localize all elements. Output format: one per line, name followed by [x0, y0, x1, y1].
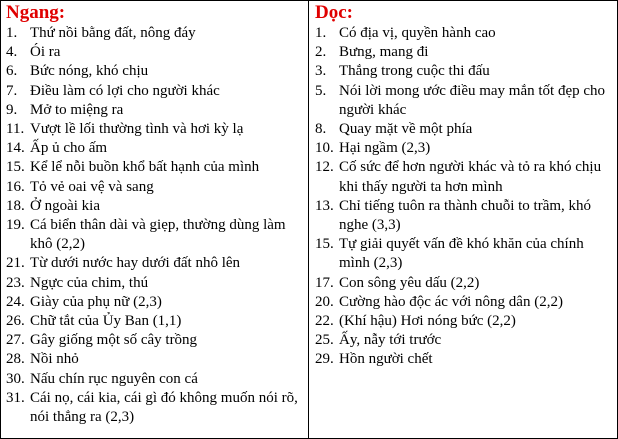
clue-number: 6. — [6, 63, 18, 80]
clue-number: 25. — [315, 332, 334, 349]
clue-number: 9. — [6, 101, 18, 118]
clue-item — [6, 350, 308, 369]
clue-item — [6, 120, 308, 139]
clue-number: 7. — [6, 82, 18, 99]
clue-text: Nấu chín rục nguyên con cá — [30, 370, 198, 387]
clue-item — [315, 274, 617, 293]
clue-text: Quay mặt về một phía — [339, 121, 473, 138]
clue-item — [315, 293, 617, 312]
clue-text: Từ dưới nước hay dưới đất nhô lên — [30, 255, 241, 272]
clue-item — [6, 216, 308, 254]
clue-number: 20. — [315, 293, 334, 310]
clue-text: (Khí hậu) Hơi nóng bức (2,2) — [339, 313, 516, 330]
clue-item — [315, 82, 617, 120]
clue-number: 30. — [6, 370, 25, 387]
clue-text: Nói lời mong ước điều may mắn tốt đẹp cho người khác — [339, 82, 606, 118]
clue-number: 1. — [315, 25, 327, 41]
clue-number: 31. — [6, 389, 25, 406]
clue-item — [6, 370, 308, 389]
clue-item — [315, 62, 617, 81]
clue-text: Ngực của chim, thú — [30, 274, 149, 291]
clue-item — [6, 274, 308, 293]
clue-text: Cố sức để hơn người khác và tỏ ra khó chịu khi thấy người ta hơn mình — [339, 159, 602, 195]
clue-item — [6, 389, 308, 427]
clue-item — [315, 24, 617, 43]
clue-number: 28. — [6, 351, 25, 368]
clue-item — [6, 101, 308, 120]
clue-item — [6, 331, 308, 350]
clue-text: Hồn người chết — [339, 351, 433, 368]
clue-text: Điều làm có lợi cho người khác — [30, 82, 220, 99]
clue-item — [6, 62, 308, 81]
clue-item — [315, 312, 617, 331]
clue-item — [315, 235, 617, 273]
clue-number: 5. — [315, 82, 327, 99]
clue-number: 27. — [6, 332, 25, 349]
clue-number: 24. — [6, 293, 25, 310]
clue-text: Chỉ tiếng tuôn ra thành chuỗi to trầm, khó nghe (3,3) — [339, 197, 592, 234]
clue-text: Ấy, nẫy tới trước — [339, 332, 442, 349]
clue-item — [6, 139, 308, 158]
clue-item — [6, 158, 308, 177]
clue-item — [315, 197, 617, 235]
clue-item — [6, 197, 308, 216]
clue-text: Giày của phụ nữ (2,3) — [30, 293, 162, 310]
clue-number: 23. — [6, 274, 25, 291]
clue-number: 2. — [315, 44, 327, 61]
clue-number: 15. — [6, 159, 25, 176]
clue-item — [6, 24, 308, 43]
clue-number: 18. — [6, 197, 25, 214]
clue-text: Chữ tắt của Ủy Ban (1,1) — [30, 313, 182, 330]
clue-text: Cá biển thân dài và giẹp, thường dùng làm khô (2,2) — [30, 217, 286, 253]
clue-number: 12. — [315, 159, 334, 176]
clue-text: Gây giống một số cây trồng — [30, 332, 198, 349]
clue-number: 22. — [315, 313, 334, 330]
clue-number: 13. — [315, 197, 334, 214]
down-heading: Dọc: — [315, 2, 353, 23]
clue-item — [315, 350, 617, 369]
clue-item — [6, 43, 308, 62]
clue-item — [315, 158, 617, 196]
across-clues-column — [1, 1, 309, 438]
clue-text: Bưng, mang đi — [339, 44, 429, 61]
clue-text: Nồi nhỏ — [30, 351, 79, 368]
down-clues-column — [310, 1, 617, 438]
across-clue-list — [6, 24, 308, 427]
clue-number: 26. — [6, 313, 25, 330]
clue-item — [315, 43, 617, 62]
clue-text: Ói ra — [30, 44, 61, 61]
clue-number: 3. — [315, 63, 327, 80]
clue-number: 21. — [6, 255, 25, 272]
clue-text: Kể lể nỗi buồn khổ bất hạnh của mình — [30, 159, 260, 176]
clue-number: 29. — [315, 351, 334, 368]
clue-number: 17. — [315, 274, 334, 291]
clue-item — [315, 120, 617, 139]
clue-item — [6, 293, 308, 312]
clue-text: Thắng trong cuộc thi đấu — [339, 63, 490, 80]
clue-text: Ở ngoài kia — [30, 197, 100, 214]
across-heading: Ngang: — [6, 2, 66, 23]
clue-number: 19. — [6, 217, 25, 234]
clue-number: 14. — [6, 140, 25, 157]
clue-text: Ấp ủ cho ấm — [30, 140, 108, 157]
clue-text: Cái nọ, cái kia, cái gì đó không muốn nói rõ, nói thẳng ra (2,3) — [30, 389, 298, 426]
clue-text: Con sông yêu dấu (2,2) — [339, 274, 480, 291]
clue-number: 1. — [6, 25, 18, 41]
clue-item — [315, 331, 617, 350]
clue-item — [6, 254, 308, 273]
clue-number: 8. — [315, 121, 327, 138]
clue-text: Bức nóng, khó chịu — [30, 63, 149, 80]
clue-item — [6, 82, 308, 101]
clue-text: Vượt lề lối thường tình và hơi kỳ lạ — [30, 121, 244, 138]
clue-number: 10. — [315, 140, 334, 157]
clue-number: 11. — [6, 121, 25, 138]
clue-text: Hại ngầm (2,3) — [339, 140, 431, 157]
clue-text: Mở to miệng ra — [30, 101, 124, 118]
clue-number: 16. — [6, 178, 25, 195]
clue-item — [6, 178, 308, 197]
clue-item — [6, 312, 308, 331]
clue-text: Có địa vị, quyền hành cao — [339, 25, 496, 41]
clue-number: 15. — [315, 236, 334, 253]
clue-text: Thứ nồi bằng đất, nông đáy — [30, 25, 196, 41]
clue-number: 4. — [6, 44, 18, 61]
clue-text: Tự giải quyết vấn đề khó khăn của chính mình (2,3) — [339, 236, 584, 272]
clue-item — [315, 139, 617, 158]
clue-text: Tỏ vẻ oai vệ và sang — [30, 178, 154, 195]
down-clue-list — [315, 24, 617, 370]
clue-text: Cường hào độc ác với nông dân (2,2) — [339, 293, 563, 310]
